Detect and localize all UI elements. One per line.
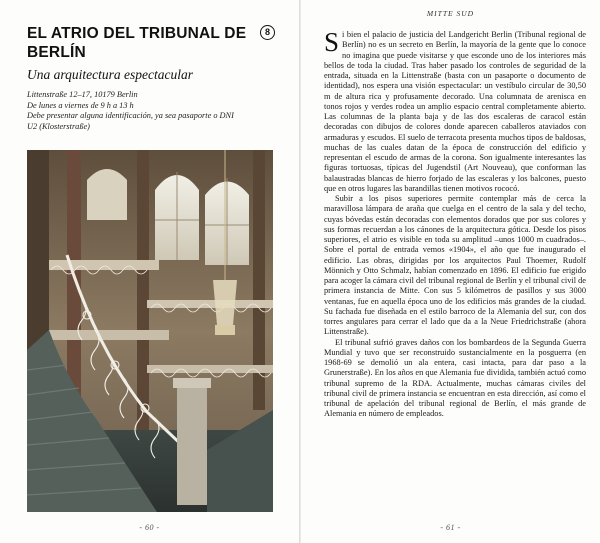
paragraph-3: El tribunal sufrió graves daños con los bombardeos de la Segunda Guerra Mundial y tuvo que ser reconstruido sustancialmente en la posguerra (en 1968-69 se demolió un ala entera, casi intacta, para dar paso a la Grunerstraße). En los años en que Alemania fue dividida, también actuó como tribunal supremo de la RDA. Actualmente, muchas cámaras civiles del tribunal civil de primera instancia se encuentran en esta dirección, así como el tribunal de apelación del tribunal regional de Berlín, el más grande de Alemania en número de empleados. bbox=[324, 337, 586, 419]
info-address: Littenstraße 12–17, 10179 Berlin bbox=[27, 90, 138, 99]
page-number-right: - 61 - bbox=[440, 523, 461, 532]
page-number-left: - 60 - bbox=[139, 523, 160, 532]
right-page bbox=[301, 0, 600, 543]
drop-cap: S bbox=[324, 27, 340, 57]
atrium-illustration bbox=[27, 150, 273, 512]
paragraph-2: Subir a los pisos superiores permite contemplar más de cerca la maravillosa lámpara de araña que cuelga en el centro de la sala y del techo, cuyas bóvedas están decoradas con elementos dorados que por sus colores y sus formas recuerdan a los cánones de la arquitectura gótica. Desde los pisos superiores, el atrio es visible en toda su amplitud –unos 1000 m cuadrados–. Sobre el portal de entrada vemos «1904», el año que fue inaugurado el edificio. Las obras, dirigidas por los arquitectos Paul Thoemer, Rudolf Mönnich y Otto Schmalz, habían comenzado en 1896. El edificio fue erigido para acoger la cámara civil del tribunal regional de Berlín y el tribunal civil de primera instancia de Mitte. Con sus 5 kilómetros de pasillos y sus 3000 ventanas, fue en aquella época uno de los edificios más grandes de la ciudad. Su fachada fue diseñada en el estilo barroco de la Alemania del sur, con dos torres angulares para cerrar el lado que da a la Neue Friedrichstraße (ahora Littenstraße). bbox=[324, 194, 586, 337]
left-page bbox=[0, 0, 299, 543]
paragraph-1-text: i bien el palacio de justicia del Landgericht Berlin (Tribunal regional de Berlín) no es un secreto en Berlín, la mayoría de la gente que lo conoce no imagina que puede visitarse y que esconde uno de los interiores más bellos de toda la ciudad. Tras haber pasado los controles de seguridad de la entrada, situada en la Littenstraße (basta con un pasaporte o documento de identidad), nos espera una visión espectacular: un vestíbulo circular de 30,50 m de altura rica y profusamente decorado. Una columnata de arenisca en tonos rojos y verdes rodea un amplio espacio central completamente abierto. Las columnas de la planta baja y de las dos escaleras de caracol están decoradas con dibujos de colores donde aparecen caballeros ataviados con armaduras y escudos. El suelo de terracota presenta muchos tipos de baldosas, muchas de las cuales datan de la época de construcción del edificio y representan el escudo de armas de la corona. Son igualmente interesantes las figuras tortuosas, típicas del Jugendstil (Art Nouveau), que conforman las balaustradas blancas de hierro forjado de las escaleras y los balcones, puesto que en otros lugares las barandillas tienen motivos rococó. bbox=[324, 30, 586, 193]
entry-title: EL ATRIO DEL TRIBUNAL DE BERLÍN bbox=[27, 25, 247, 61]
article-body bbox=[324, 27, 586, 420]
entry-subtitle: Una arquitectura espectacular bbox=[27, 67, 193, 82]
running-head: MITTE SUD bbox=[426, 9, 475, 18]
practical-info bbox=[27, 90, 282, 132]
paragraph-1 bbox=[324, 27, 586, 194]
atrium-photo bbox=[27, 150, 273, 512]
entry-number-badge: 8 bbox=[260, 25, 275, 40]
info-transport: U2 (Klosterstraße) bbox=[27, 121, 90, 131]
info-hours: De lunes a viernes de 9 h a 13 h bbox=[27, 100, 134, 110]
info-id-requirement: Debe presentar alguna identificación, ya sea pasaporte o DNI bbox=[27, 111, 234, 121]
